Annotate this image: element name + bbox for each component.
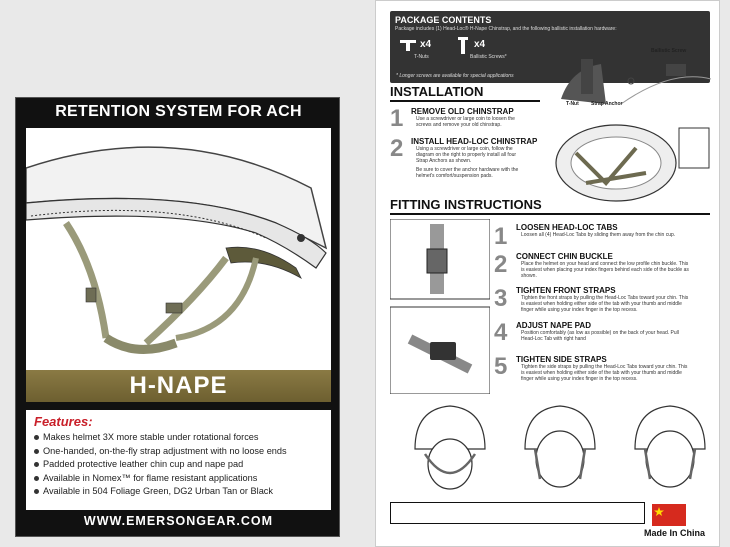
features-heading: Features: [34, 414, 93, 429]
bottom-label-box [390, 502, 645, 524]
helmet-photo [26, 128, 331, 373]
step-number: 3 [494, 285, 508, 312]
product-card [15, 97, 340, 537]
step-text: Tighten the side straps by pulling the Head-Loc Tabs toward your chin. This [521, 364, 688, 370]
head-diagrams [390, 394, 710, 494]
step-text: Head-Loc Tab with right hand [521, 336, 586, 342]
features-box [26, 410, 331, 510]
step-title: TIGHTEN FRONT STRAPS [516, 286, 616, 295]
features-list [34, 431, 323, 499]
step-title: ADJUST NAPE PAD [516, 321, 591, 330]
divider [390, 100, 540, 102]
step-title: TIGHTEN SIDE STRAPS [516, 355, 607, 364]
t-nut-label: T-Nuts [414, 54, 429, 60]
feature-item: Makes helmet 3X more stable under rotational forces [34, 431, 323, 445]
step-title: CONNECT CHIN BUCKLE [516, 252, 613, 261]
step-text: Using a screwdriver or large coin, follow the [416, 146, 513, 152]
label-strap-anchor: Strap Anchor [591, 101, 623, 107]
package-text: Package includes (1) Head-Loc® H-Nape Chinstrap, and the following ballistic installation hardware: [395, 26, 617, 32]
product-name: H-NAPE [26, 370, 331, 402]
step-text: is easiest when holding either side of the tab with your thumb and middle [521, 301, 682, 307]
step-text: diagram on the right to properly install all four [416, 152, 517, 158]
helmet-interior-diagram [546, 113, 711, 203]
divider [390, 213, 710, 215]
step-text: Strap Anchors as shown. [416, 158, 472, 164]
step-title: REMOVE OLD CHINSTRAP [411, 107, 514, 116]
label-t-nut: T-Nut [566, 101, 579, 107]
step-text: Use a screwdriver or large coin to loosen the [416, 116, 515, 122]
package-note: * Longer screws are available for special applications [396, 73, 514, 79]
made-in-label: Made In China [643, 528, 705, 538]
step-text: Position comfortably (as low as possible) on the back of your head. Pull [521, 330, 679, 336]
step-text: Tighten the front straps by pulling the Head-Loc Tabs toward your chin. This [521, 295, 689, 301]
step-text: is easiest when placing your index fingers behind each side of the buckle as [521, 267, 689, 273]
screw-icon [458, 37, 468, 55]
helmet-strap-illustration [26, 128, 331, 373]
step-text: shown. [521, 273, 537, 279]
step-title: INSTALL HEAD-LOC CHINSTRAP [411, 137, 538, 146]
step-text: Place the helmet on your head and connect the low profile chin buckle. This [521, 261, 689, 267]
step-number: 1 [494, 223, 508, 250]
feature-item: Available in Nomex™ for flame resistant applications [34, 472, 323, 486]
feature-item: One-handed, on-the-fly strap adjustment with no loose ends [34, 445, 323, 459]
step-text: screws and remove your old chinstrap. [416, 122, 502, 128]
t-nut-icon [400, 38, 416, 52]
label-ballistic-screw: Ballistic Screw [651, 48, 687, 54]
t-nut-qty: x4 [420, 39, 432, 50]
feature-item: Available in 504 Foliage Green, DG2 Urban Tan or Black [34, 485, 323, 499]
step-text: is easiest when holding either side of the tab with your thumb and middle [521, 370, 682, 376]
step-number: 2 [390, 135, 404, 162]
instructions-card [375, 0, 720, 547]
step-text: Be sure to cover the anchor hardware with the [416, 167, 519, 173]
fitting-photos [390, 219, 490, 394]
screw-label: Ballistic Screws* [470, 54, 507, 60]
website-url: WWW.EMERSONGEAR.COM [83, 514, 274, 528]
china-flag-icon [652, 504, 686, 526]
step-number: 2 [494, 251, 508, 278]
card-title: RETENTION SYSTEM FOR ACH [55, 103, 302, 120]
step-text: finger while using your index finger in the top recess. [521, 376, 638, 382]
step-title: LOOSEN HEAD-LOC TABS [516, 223, 618, 232]
installation-heading: INSTALLATION [390, 84, 484, 99]
step-number: 5 [494, 353, 508, 380]
feature-item: Padded protective leather chin cup and nape pad [34, 458, 323, 472]
package-heading: PACKAGE CONTENTS [395, 15, 492, 25]
fitting-heading: FITTING INSTRUCTIONS [390, 197, 542, 212]
screw-qty: x4 [474, 39, 486, 50]
step-text: Loosen all (4) Head-Loc Tabs by sliding them away from the chin cup. [521, 232, 676, 238]
step-number: 4 [494, 319, 508, 346]
step-text: finger while using your index finger in the top recess. [521, 307, 638, 313]
step-text: helmet's comfort/suspension pads. [416, 173, 493, 179]
step-number: 1 [390, 105, 404, 132]
